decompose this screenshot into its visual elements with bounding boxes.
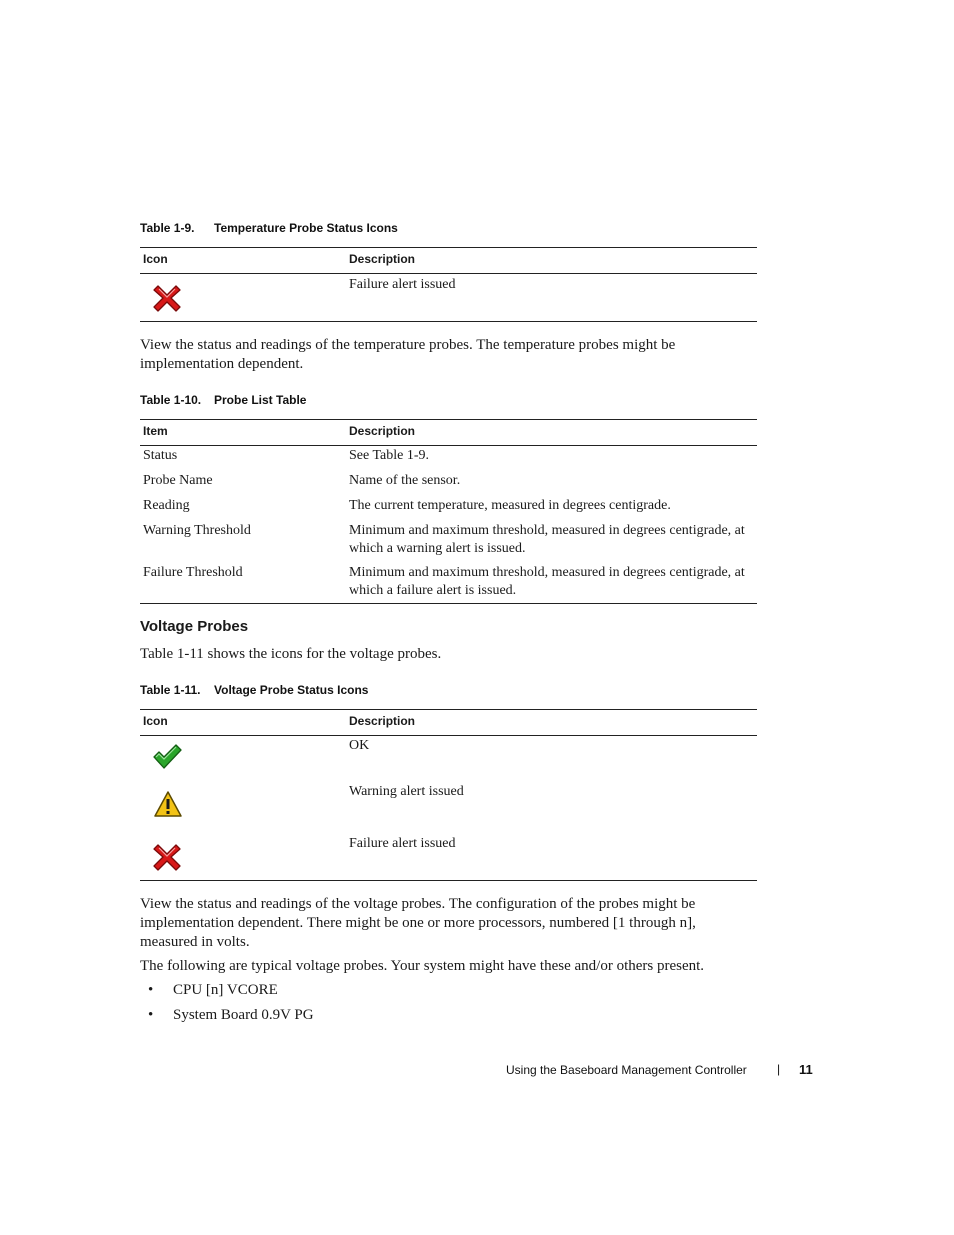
row-description: Warning alert issued bbox=[349, 784, 464, 799]
list-item bbox=[148, 982, 278, 999]
voltage-probe-status-table bbox=[140, 709, 757, 881]
list-item-text: CPU [n] VCORE bbox=[173, 982, 278, 998]
table-row bbox=[140, 563, 757, 603]
typical-probes-paragraph: The following are typical voltage probes. Your system might have these and/or others present. bbox=[140, 958, 705, 974]
table-header bbox=[140, 420, 757, 446]
page-number: 11 bbox=[799, 1062, 813, 1077]
green-check-ok-icon bbox=[152, 743, 182, 771]
header-item: Item bbox=[143, 424, 168, 438]
yellow-warning-icon bbox=[153, 790, 183, 818]
table-1-10-title: Probe List Table bbox=[214, 393, 307, 407]
table-1-11-number: Table 1-11. bbox=[140, 683, 201, 697]
list-item bbox=[148, 1007, 314, 1024]
header-icon: Icon bbox=[143, 714, 168, 728]
table-row bbox=[140, 274, 757, 321]
table-row bbox=[140, 446, 757, 471]
row-description: OK bbox=[349, 738, 370, 753]
row-description: The current temperature, measured in degrees centigrade. bbox=[349, 498, 671, 513]
table-1-10-number: Table 1-10. bbox=[140, 393, 202, 407]
footer-separator: | bbox=[777, 1062, 781, 1076]
table-1-10-caption bbox=[140, 393, 306, 407]
table-1-11-caption bbox=[140, 683, 368, 697]
temperature-probe-status-table bbox=[140, 247, 757, 322]
row-description: Minimum and maximum threshold, measured in degrees centigrade, at which a warning alert is issued. bbox=[349, 523, 745, 556]
table-row bbox=[140, 782, 757, 834]
header-description: Description bbox=[349, 424, 416, 438]
voltage-paragraph: View the status and readings of the voltage probes. The configuration of the probes might be implementation dependent. There might be one or more processors, numbered [1 through n], measured in volts. bbox=[140, 896, 696, 950]
table-1-9-number: Table 1-9. bbox=[140, 221, 195, 235]
table-row bbox=[140, 521, 757, 563]
row-item: Warning Threshold bbox=[143, 523, 251, 538]
row-item: Probe Name bbox=[143, 473, 213, 488]
row-description: Name of the sensor. bbox=[349, 473, 461, 488]
row-item: Reading bbox=[143, 498, 190, 513]
table-1-9-caption bbox=[140, 221, 398, 235]
row-description: Failure alert issued bbox=[349, 277, 456, 292]
bullet-icon: • bbox=[148, 982, 154, 998]
red-x-failure-icon bbox=[152, 283, 182, 313]
row-description: Failure alert issued bbox=[349, 836, 456, 851]
red-x-failure-icon bbox=[152, 842, 182, 872]
footer-title: Using the Baseboard Management Controller bbox=[506, 1063, 747, 1077]
section-heading: Voltage Probes bbox=[140, 618, 249, 635]
row-item: Status bbox=[143, 448, 178, 463]
table-1-9-title: Temperature Probe Status Icons bbox=[214, 221, 398, 235]
temperature-paragraph: View the status and readings of the temperature probes. The temperature probes might be implementation dependent. bbox=[140, 337, 676, 372]
table-row bbox=[140, 496, 757, 521]
table-1-11-title: Voltage Probe Status Icons bbox=[214, 683, 369, 697]
header-description: Description bbox=[349, 252, 416, 266]
table-row bbox=[140, 736, 757, 782]
row-description: Minimum and maximum threshold, measured in degrees centigrade, at which a failure alert is issued. bbox=[349, 565, 745, 598]
list-item-text: System Board 0.9V PG bbox=[173, 1007, 314, 1023]
table-header bbox=[140, 710, 757, 736]
table-header bbox=[140, 248, 757, 274]
header-icon: Icon bbox=[143, 252, 168, 266]
row-description: See Table 1-9. bbox=[349, 448, 430, 463]
table-row bbox=[140, 834, 757, 879]
header-description: Description bbox=[349, 714, 416, 728]
probe-list-table bbox=[140, 419, 757, 604]
bullet-icon: • bbox=[148, 1007, 154, 1023]
voltage-intro-paragraph: Table 1-11 shows the icons for the voltage probes. bbox=[140, 646, 442, 662]
row-item: Failure Threshold bbox=[143, 565, 243, 580]
table-row bbox=[140, 471, 757, 496]
